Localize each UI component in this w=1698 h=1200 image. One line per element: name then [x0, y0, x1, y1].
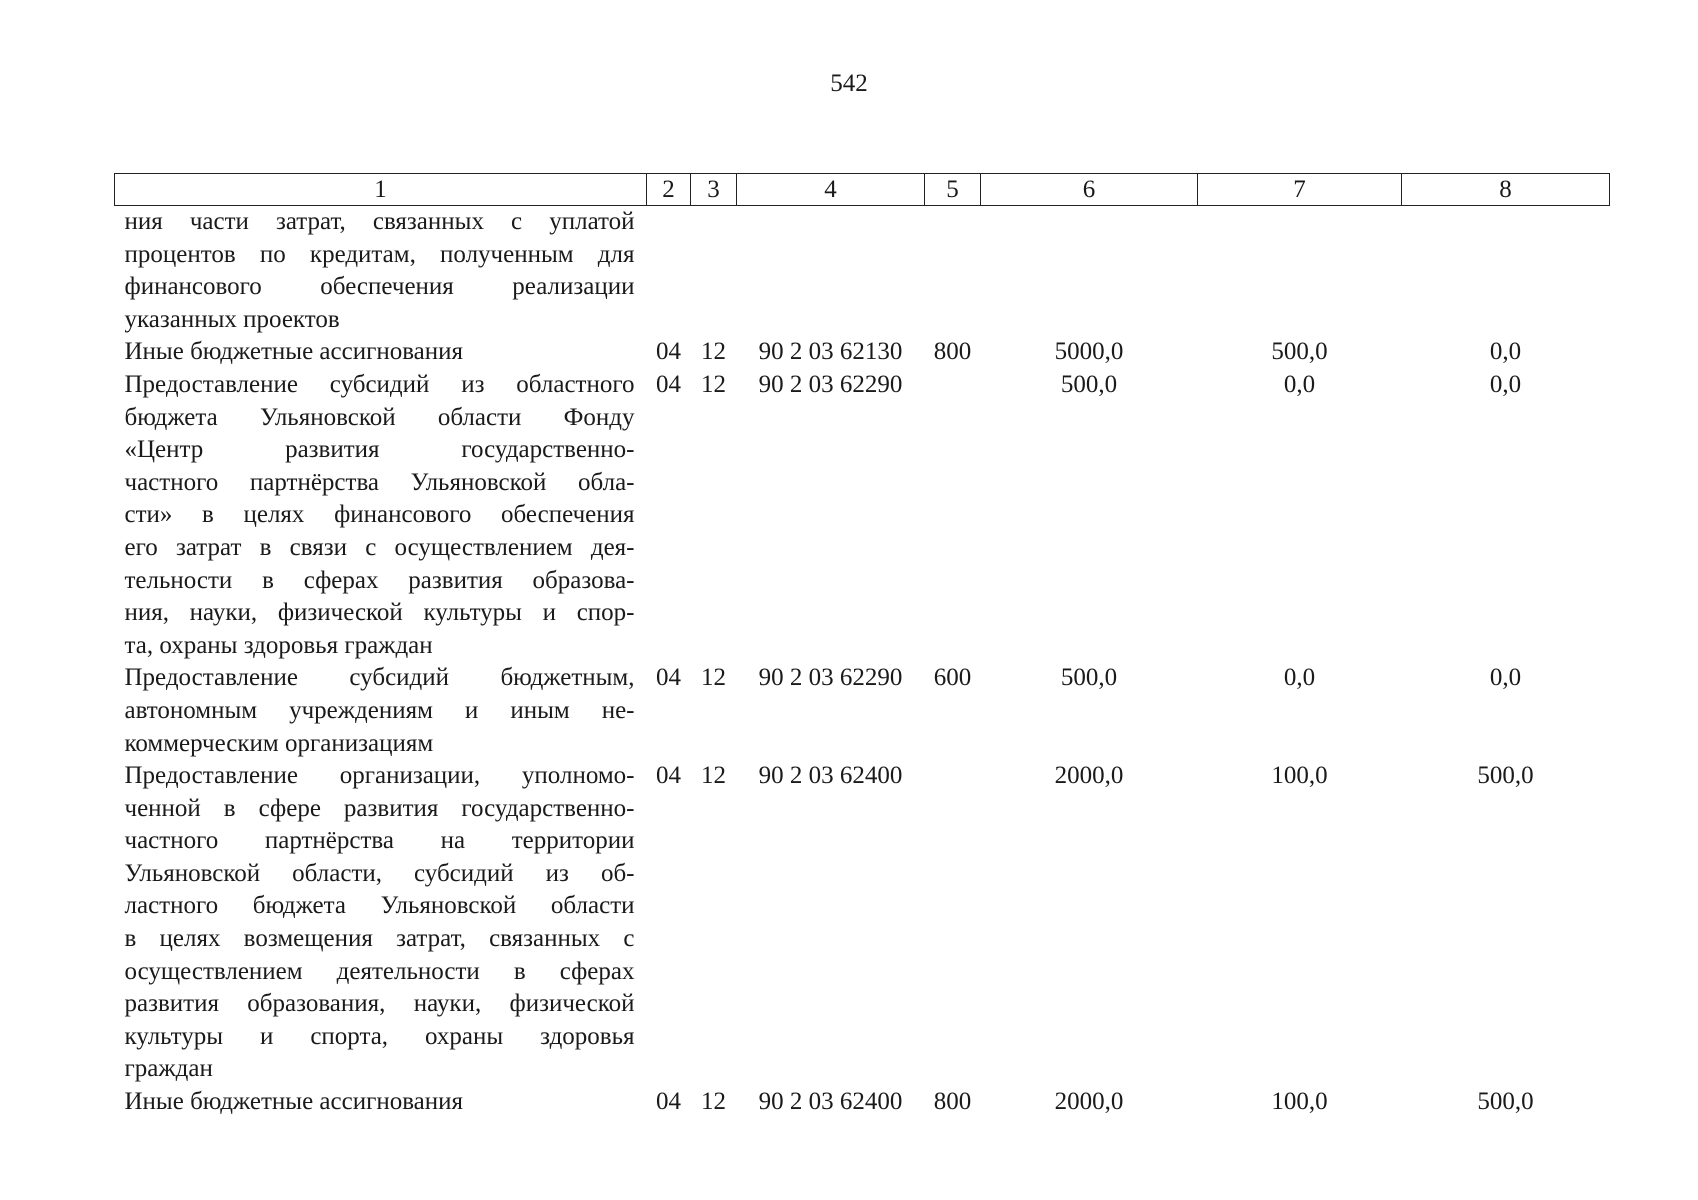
description-line: «Центр развития государственно- [124, 436, 635, 464]
amount-column-8: 0,0 [1489, 664, 1522, 692]
description-line: автономным учреждениям и иным не- [124, 696, 635, 724]
row-description [115, 662, 647, 760]
table-row [115, 662, 1610, 760]
page-number: 542 [830, 70, 868, 97]
amount-column-8: 0,0 [1489, 338, 1522, 366]
description-line: сти» в целях финансового обеспечения [124, 501, 635, 529]
row-description [115, 206, 647, 337]
description-line: частного партнёрства Ульяновской обла- [124, 468, 635, 496]
column-header-1: 1 [115, 174, 647, 206]
row-description [115, 336, 647, 369]
description-line: процентов по кредитам, полученным для [124, 240, 635, 268]
table-row [115, 1086, 1610, 1119]
amount-column-7: 0,0 [1283, 370, 1316, 398]
subsection-code: 12 [701, 338, 726, 366]
section-code: 04 [656, 338, 681, 366]
amount-column-6: 2000,0 [1054, 762, 1124, 790]
amount-column-6: 2000,0 [1054, 1088, 1124, 1116]
section-code: 04 [656, 664, 681, 692]
description-line: в целях возмещения затрат, связанных с [124, 925, 635, 953]
amount-column-8: 500,0 [1477, 762, 1534, 790]
header-row [115, 174, 1610, 206]
description-line: частного партнёрства на территории [124, 827, 635, 855]
amount-column-8: 500,0 [1477, 1088, 1534, 1116]
description-line: тельности в сферах развития образова- [124, 566, 635, 594]
column-header-5: 5 [925, 174, 981, 206]
description-line: ния части затрат, связанных с уплатой [124, 208, 635, 235]
section-code: 04 [656, 1088, 681, 1116]
description-line: Ульяновской области, субсидий из об- [124, 859, 635, 887]
description-line: коммерческим организациям [124, 729, 434, 757]
description-line: финансового обеспечения реализации [124, 273, 635, 301]
expense-type-code [925, 760, 981, 1086]
subsection-code: 12 [701, 664, 726, 692]
description-line: Предоставление организации, уполномо- [124, 762, 635, 790]
description-line: развития образования, науки, физической [124, 990, 635, 1018]
section-code: 04 [656, 370, 681, 398]
target-article-code: 90 2 03 62290 [758, 664, 903, 692]
description-line: культуры и спорта, охраны здоровья [124, 1022, 635, 1050]
description-line: Предоставление субсидий из областного [124, 370, 635, 398]
expense-type-code [925, 206, 981, 337]
column-header-8: 8 [1402, 174, 1610, 206]
amount-column-8: 0,0 [1489, 370, 1522, 398]
subsection-code: 12 [701, 762, 726, 790]
amount-column-7: 100,0 [1271, 1088, 1328, 1116]
expense-type-code [925, 369, 981, 662]
description-line: ченной в сфере развития государственно- [124, 794, 635, 822]
table-row [115, 760, 1610, 1086]
description-line: осуществлением деятельности в сферах [124, 957, 635, 985]
budget-table [114, 173, 1610, 1119]
target-article-code: 90 2 03 62130 [758, 338, 903, 366]
description-line: Иные бюджетные ассигнования [124, 338, 464, 366]
amount-column-6: 500,0 [1060, 664, 1118, 692]
column-header-3: 3 [691, 174, 737, 206]
column-header-7: 7 [1198, 174, 1402, 206]
target-article-code: 90 2 03 62290 [758, 370, 903, 398]
subsection-code: 12 [701, 370, 726, 398]
description-line: указанных проектов [124, 305, 340, 333]
target-article-code [737, 206, 925, 337]
amount-column-6: 5000,0 [1054, 338, 1124, 366]
target-article-code: 90 2 03 62400 [758, 1088, 903, 1116]
subsection-code [691, 206, 737, 337]
table-row [115, 336, 1610, 369]
target-article-code: 90 2 03 62400 [758, 762, 903, 790]
subsection-code: 12 [701, 1088, 726, 1116]
column-header-6: 6 [981, 174, 1198, 206]
amount-column-8 [1402, 206, 1610, 337]
description-line: ния, науки, физической культуры и спор- [124, 599, 635, 627]
description-line: та, охраны здоровья граждан [124, 631, 433, 659]
amount-column-7 [1198, 206, 1402, 337]
table-body [115, 206, 1610, 1119]
expense-type-code: 800 [933, 1088, 972, 1116]
amount-column-7: 100,0 [1271, 762, 1328, 790]
description-line: его затрат в связи с осуществлением дея- [124, 533, 635, 561]
column-header-2: 2 [647, 174, 691, 206]
description-line: ластного бюджета Ульяновской области [124, 892, 635, 920]
description-line: Предоставление субсидий бюджетным, [124, 664, 635, 692]
table-row [115, 369, 1610, 662]
row-description [115, 1086, 647, 1119]
amount-column-6: 500,0 [1060, 370, 1118, 398]
row-description [115, 369, 647, 662]
amount-column-7: 0,0 [1283, 664, 1316, 692]
table-header [115, 174, 1610, 206]
section-code: 04 [656, 762, 681, 790]
amount-column-6 [981, 206, 1198, 337]
description-line: граждан [124, 1055, 213, 1083]
expense-type-code: 800 [933, 338, 972, 366]
amount-column-7: 500,0 [1271, 338, 1328, 366]
description-line: Иные бюджетные ассигнования [124, 1088, 464, 1116]
description-line: бюджета Ульяновской области Фонду [124, 403, 635, 431]
row-description [115, 760, 647, 1086]
section-code [647, 206, 691, 337]
expense-type-code: 600 [933, 664, 972, 692]
column-header-4: 4 [737, 174, 925, 206]
table-row [115, 206, 1610, 337]
